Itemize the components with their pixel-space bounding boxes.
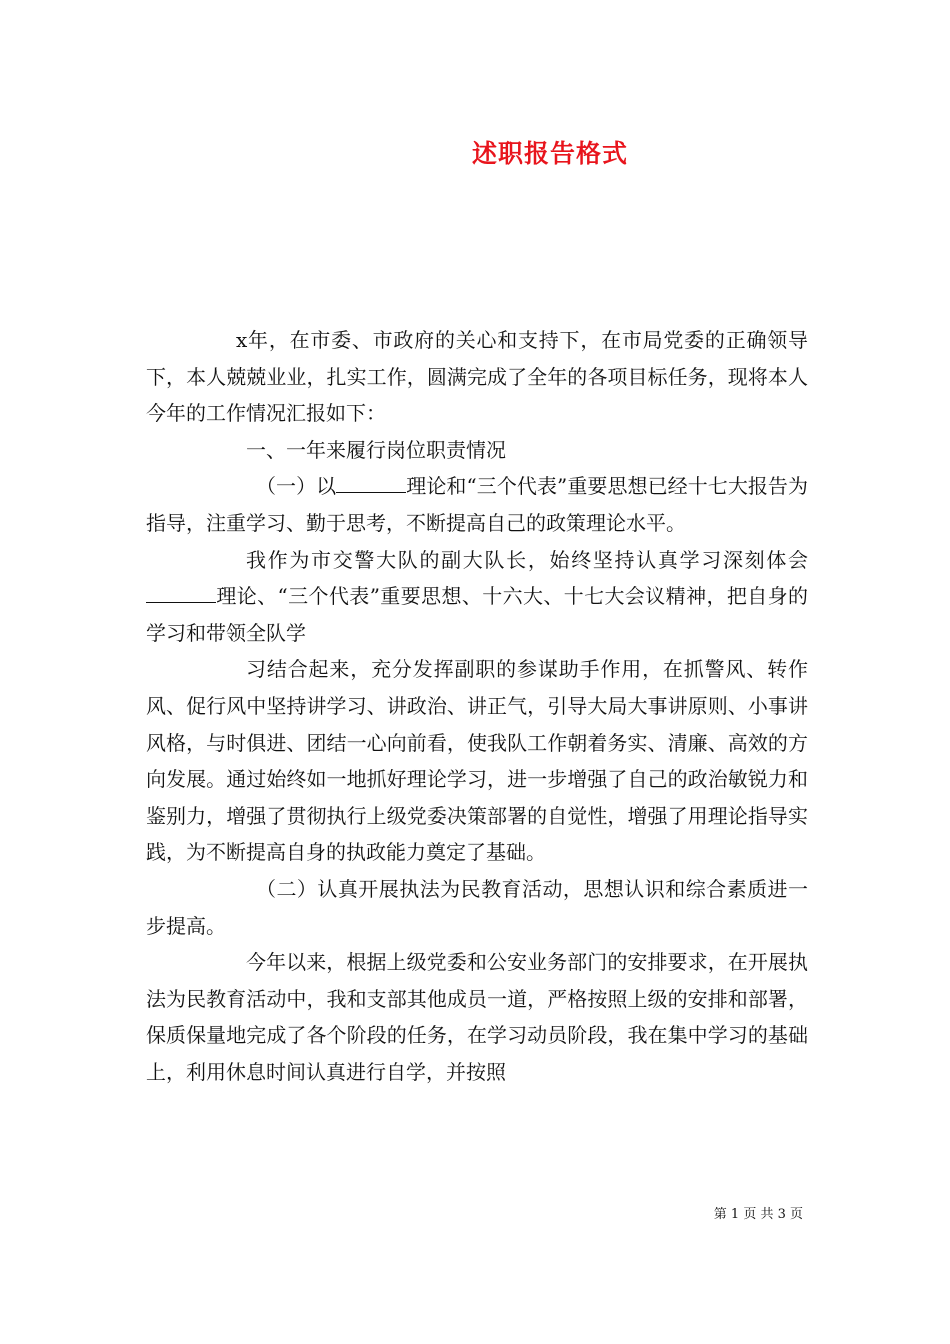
document-body — [146, 322, 808, 1090]
paragraph-activity: 今年以来，根据上级党委和公安业务部门的安排要求，在开展执法为民教育活动中，我和支部其他成员一道，严格按照上级的安排和部署，保质保量地完成了各个阶段的任务，在学习动员阶段，我在集中学习的基础上，利用休息时间认真进行自学，并按照 — [146, 950, 808, 1084]
paragraph-study-rest: 理论、“三个代表”重要思想、十六大、十七大会议精神，把自身的学习和带领全队学 — [146, 584, 808, 645]
subsection-1-rest: 理论和“三个代表”重要思想已经十七大报告为指导，注重学习、勤于思考，不断提高自己的政策理论水平。 — [146, 474, 808, 535]
fill-blank — [146, 584, 216, 603]
subsection-1-lead: （一）以 — [256, 474, 337, 499]
page-footer: 第 1 页 共 3 页 — [713, 1207, 803, 1222]
paragraph-intro: x年，在市委、市政府的关心和支持下，在市局党委的正确领导下，本人兢兢业业，扎实工作，圆满完成了全年的各项目标任务，现将本人今年的工作情况汇报如下： — [146, 328, 808, 426]
document-title: 述职报告格式 — [471, 139, 628, 168]
fill-blank — [336, 474, 406, 493]
paragraph-study-lead: 我作为市交警大队的副大队长，始终坚持认真学习深刻体会 — [246, 547, 808, 572]
paragraph-study — [146, 542, 808, 652]
subsection-heading-1 — [146, 468, 808, 541]
subsection-heading-2: （二）认真开展执法为民教育活动，思想认识和综合素质进一步提高。 — [146, 876, 808, 938]
paragraph-combine: 习结合起来，充分发挥副职的参谋助手作用，在抓警风、转作风、促行风中坚持讲学习、讲政治、讲正气，引导大局大事讲原则、小事讲风格，与时俱进、团结一心向前看，使我队工作朝着务实、清廉、高效的方向发展。通过始终如一地抓好理论学习，进一步增强了自己的政治敏锐力和鉴别力，增强了贯彻执行上级党委决策部署的自觉性，增强了用理论指导实践，为不断提高自身的执政能力奠定了基础。 — [146, 657, 808, 865]
section-heading-1: 一、一年来履行岗位职责情况 — [246, 437, 506, 462]
